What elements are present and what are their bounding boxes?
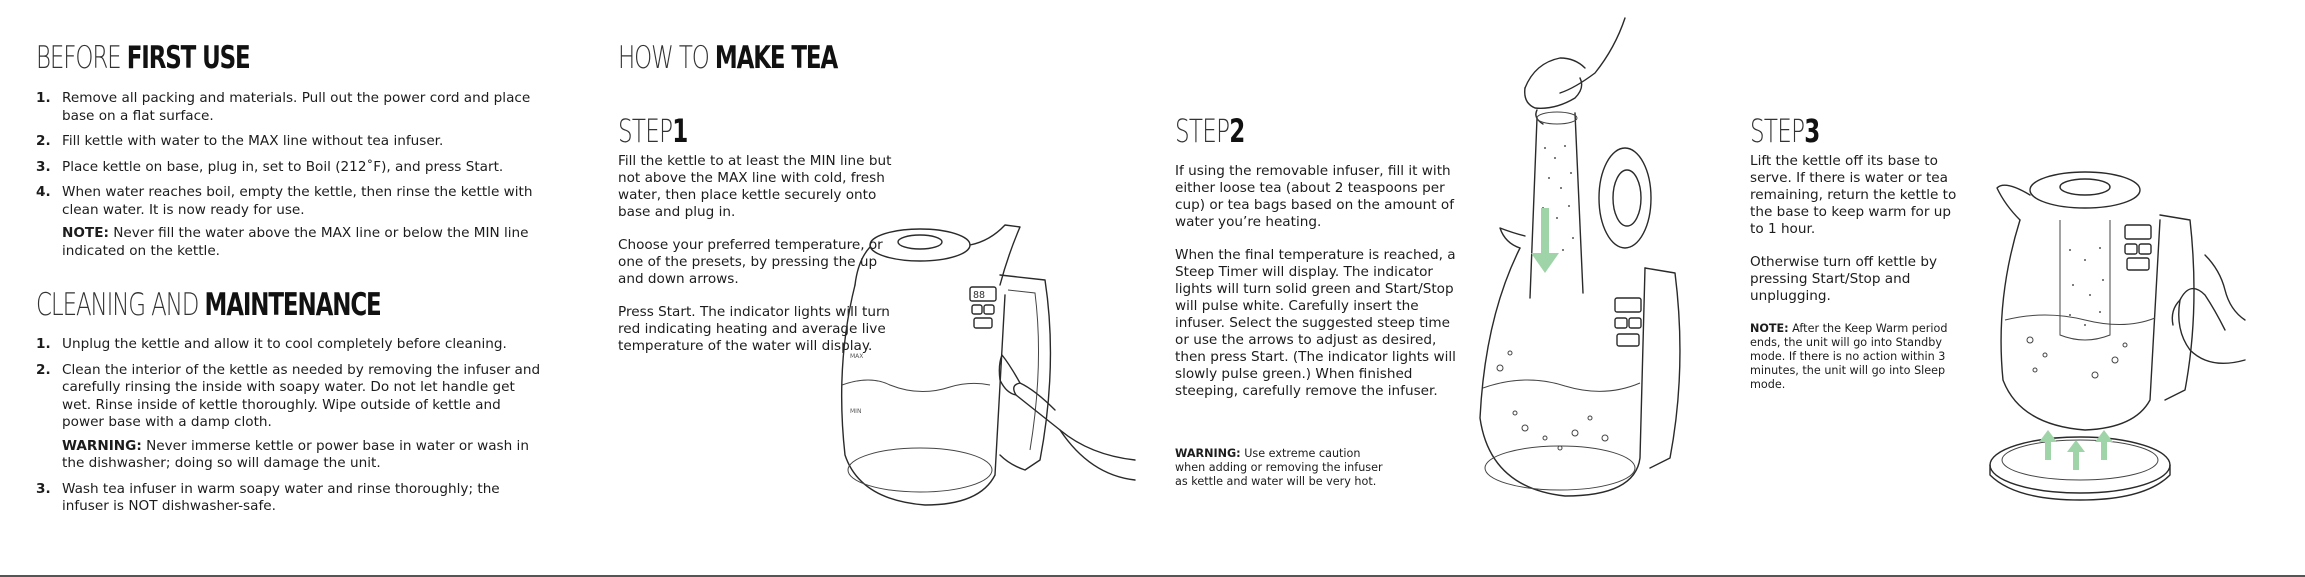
list-item: 1. Unplug the kettle and allow it to cool completely before cleaning. bbox=[36, 336, 507, 352]
up-arrow-icon bbox=[2095, 430, 2113, 460]
step-3-label: STEP3 bbox=[1750, 112, 1820, 150]
paragraph: Otherwise turn off kettle by pressing Start/Stop and unplugging. bbox=[1750, 254, 1938, 304]
note: NOTE: Never fill the water above the MAX line or below the MIN line indicated on the kettle. bbox=[62, 225, 529, 259]
arrow-down-button bbox=[984, 305, 994, 314]
heading-light: BEFORE bbox=[36, 40, 121, 76]
arrow-up-button bbox=[972, 305, 982, 314]
cleaning-heading bbox=[36, 287, 381, 323]
start-button bbox=[974, 318, 992, 328]
heading-light: HOW TO bbox=[618, 40, 709, 76]
min-mark: MIN bbox=[850, 408, 862, 415]
list-item: 2. Clean the interior of the kettle as needed by removing the infuser and carefully rinsing the inside with soapy water. Do not let handle get wet. Rinse inside of kettle thoroughly. Wipe outside of kettle and power base with a damp cloth. bbox=[36, 361, 541, 430]
step-2-text bbox=[1175, 163, 1460, 416]
step-1-label: STEP1 bbox=[618, 112, 688, 150]
heading-bold: MAINTENANCE bbox=[204, 287, 381, 323]
paragraph: Fill the kettle to at least the MIN line but not above the MAX line with cold, fresh water, then place kettle securely onto base and plug in. bbox=[618, 153, 892, 220]
paragraph: Press Start. The indicator lights will turn red indicating heating and average live temperature of the water will display. bbox=[618, 304, 890, 354]
step-3-note: NOTE: After the Keep Warm period ends, the unit will go into Standby mode. If there is no action within 3 minutes, the unit will go into Sleep mode. bbox=[1750, 322, 1948, 391]
display-readout: 88 bbox=[973, 290, 986, 301]
step-2-warning: WARNING: Use extreme caution when adding or removing the infuser as kettle and water will be very hot. bbox=[1175, 447, 1383, 488]
max-mark: MAX bbox=[850, 353, 864, 360]
step-3-text bbox=[1750, 153, 1965, 321]
step-2-label: STEP2 bbox=[1175, 112, 1245, 150]
list-item: 4. When water reaches boil, empty the kettle, then rinse the kettle with clean water. It is now ready for use. bbox=[36, 184, 533, 218]
kettle-step3-illustration bbox=[1975, 160, 2250, 500]
paragraph: If using the removable infuser, fill it with either loose tea (about 2 teaspoons per cup) or tea bags based on the amount of water you’re heating. bbox=[1175, 163, 1455, 230]
kettle-step1-illustration bbox=[830, 215, 1150, 515]
cleaning-list bbox=[36, 336, 546, 524]
paragraph: Lift the kettle off its base to serve. If there is water or tea remaining, return the kettle to the base to keep warm for up to 1 hour. bbox=[1750, 153, 1957, 237]
up-arrow-icon bbox=[2039, 430, 2057, 460]
before-first-use-heading bbox=[36, 40, 250, 76]
heading-light: CLEANING AND bbox=[36, 287, 199, 323]
kettle-step2-illustration bbox=[1465, 18, 1695, 528]
before-first-use-list bbox=[36, 90, 546, 268]
list-item: 3. Wash tea infuser in warm soapy water and rinse thoroughly; the infuser is NOT dishwasher-safe. bbox=[36, 480, 500, 514]
how-to-heading bbox=[618, 40, 837, 76]
paragraph: When the final temperature is reached, a Steep Timer will display. The indicator lights will turn solid green and Start/Stop will pulse white. Carefully insert the infuser. Select the suggested steep time or use the arrows to adjust as desired, then press Start. (The indicator lights will slowly pulse green.) When finished steeping, carefully remove the infuser. bbox=[1175, 247, 1456, 399]
heading-bold: MAKE TEA bbox=[714, 40, 838, 76]
up-arrow-icon bbox=[2067, 440, 2085, 470]
list-item: 1. Remove all packing and materials. Pull out the power cord and place base on a flat surface. bbox=[36, 90, 531, 124]
list-item: 2. Fill kettle with water to the MAX line without tea infuser. bbox=[36, 133, 444, 149]
heading-bold: FIRST USE bbox=[126, 40, 250, 76]
down-arrow-icon bbox=[1531, 208, 1559, 273]
paragraph: Choose your preferred temperature, or one of the presets, by pressing the up and down arrows. bbox=[618, 237, 883, 287]
list-item: 3. Place kettle on base, plug in, set to Boil (212˚F), and press Start. bbox=[36, 158, 504, 175]
warning: WARNING: Never immerse kettle or power base in water or wash in the dishwasher; doing so will damage the unit. bbox=[62, 437, 529, 471]
